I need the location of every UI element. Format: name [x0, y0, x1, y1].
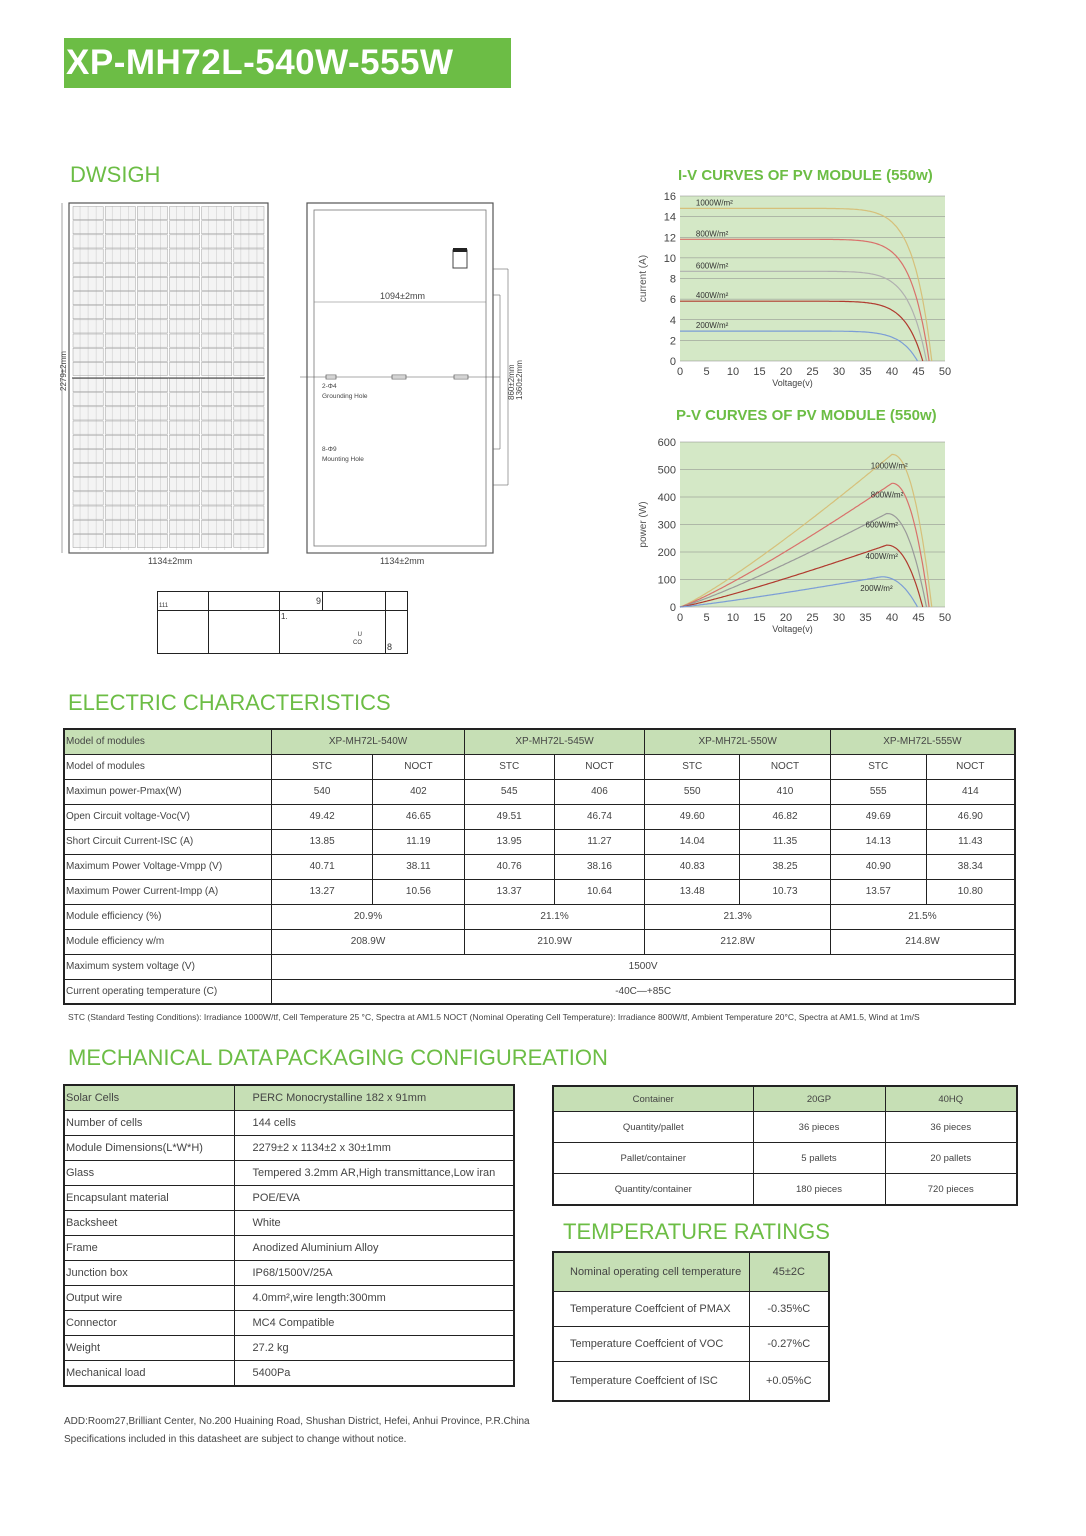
y-tick-label: 2 — [669, 335, 676, 348]
pv-chart-title: P-V CURVES OF PV MODULE (550w) — [676, 407, 937, 424]
table-row: Maximum Power Voltage-Vmpp (V) 40.71 38.11 40.76 38.16 40.83 38.25 40.90 38.34 — [64, 854, 1015, 879]
x-tick-label: 20 — [779, 366, 793, 378]
series-label: 600W/m² — [695, 261, 729, 271]
x-tick-label: 0 — [676, 612, 684, 624]
electric-subheader-row: Model of modules STC NOCT STC NOCT STC NOCT STC NOCT — [64, 754, 1015, 779]
x-tick-label: 0 — [676, 366, 684, 378]
y-tick-label: 6 — [669, 294, 676, 307]
y-tick-label: 0 — [669, 602, 676, 614]
y-tick-label: 10 — [663, 252, 676, 265]
x-axis-label: Voltage(v) — [772, 624, 813, 634]
table-row: Module efficiency (%) 20.9% 21.1% 21.3% 21.5% — [64, 904, 1015, 929]
table-row: Mechanical load 5400Pa — [64, 1361, 514, 1387]
page-title: XP-MH72L-540W-555W — [64, 38, 511, 88]
footer — [64, 1413, 530, 1449]
series-label: 200W/m² — [695, 321, 729, 331]
table-row: Current operating temperature (C) -40C—+85C — [64, 979, 1015, 1004]
table-row: Maximun power-Pmax(W) 540 402 545 406 550 410 555 414 — [64, 779, 1015, 804]
table-row: Temperature Coeffcient of PMAX -0.35%C — [553, 1292, 829, 1327]
y-tick-label: 200 — [657, 547, 676, 559]
y-tick-label: 300 — [657, 519, 676, 532]
table-row: Short Circuit Current-ISC (A) 13.85 11.19 13.95 11.27 14.04 11.35 14.13 11.43 — [64, 829, 1015, 854]
table-row: Maximum system voltage (V) 1500V — [64, 954, 1015, 979]
mounting-size: 8-Φ9 — [322, 446, 337, 453]
series-label: 200W/m² — [860, 583, 893, 593]
x-tick-label: 5 — [703, 366, 710, 378]
packaging-heading: PACKAGING CONFIGUREATION — [275, 1045, 608, 1070]
x-tick-label: 10 — [726, 366, 740, 378]
table-row: Encapsulant material POE/EVA — [64, 1186, 514, 1211]
series-label: 1000W/m² — [695, 198, 733, 208]
table-row: Module Dimensions(L*W*H) 2279±2 x 1134±2 x 30±1mm — [64, 1136, 514, 1161]
electric-heading: ELECTRIC CHARACTERISTICS — [68, 690, 391, 715]
y-tick-label: 4 — [669, 314, 676, 327]
dim-1360: 1360±2mm — [515, 360, 524, 400]
electric-header-row: Model of modules XP-MH72L-540W XP-MH72L-545W XP-MH72L-550W XP-MH72L-555W — [64, 729, 1015, 754]
table-row: Quantity/pallet 36 pieces 36 pieces — [553, 1112, 1017, 1143]
y-tick-label: 500 — [657, 464, 676, 477]
footer-address: ADD:Room27,Brilliant Center, No.200 Huaining Road, Shushan District, Hefei, Anhui Province, P.R.China — [64, 1416, 530, 1427]
back-inner-width-dim: 1094±2mm — [380, 291, 425, 301]
table-row: Solar Cells PERC Monocrystalline 182 x 91mm — [64, 1085, 514, 1111]
x-tick-label: 35 — [859, 612, 872, 624]
x-tick-label: 40 — [885, 366, 899, 378]
front-view — [69, 203, 268, 553]
x-tick-label: 20 — [779, 612, 793, 624]
x-tick-label: 40 — [885, 612, 899, 624]
x-tick-label: 25 — [806, 612, 819, 624]
x-tick-label: 15 — [753, 366, 766, 378]
iv-chart-title: I-V CURVES OF PV MODULE (550w) — [678, 167, 933, 184]
table-row: Output wire 4.0mm²,wire length:300mm — [64, 1286, 514, 1311]
mechanical-table — [63, 1084, 515, 1387]
temperature-heading: TEMPERATURE RATINGS — [563, 1219, 830, 1244]
x-axis-label: Voltage(v) — [772, 378, 813, 388]
grounding-size: 2-Φ4 — [322, 383, 337, 390]
dim-860: 860±2mm — [507, 364, 516, 400]
y-axis-label: power (W) — [638, 501, 649, 548]
stc-noct-note: STC (Standard Testing Conditions): Irradiance 1000W/tf, Cell Temperature 25 °C, Spectra at AM1.5 NOCT (Nominal Operating Cell Temperature): Irradiance 800W/tf, Ambient Temperature 20°C, Spectra at AM1.5, Wind at 1m/S — [68, 1012, 920, 1022]
table-row: Container 20GP 40HQ — [553, 1086, 1017, 1112]
table-row: Backsheet White — [64, 1211, 514, 1236]
mounting-label: Mounting Hole — [322, 456, 364, 463]
y-tick-label: 600 — [657, 437, 676, 449]
series-label: 600W/m² — [865, 520, 898, 530]
series-label: 400W/m² — [695, 291, 729, 301]
table-row: Frame Anodized Aluminium Alloy — [64, 1236, 514, 1261]
table-row: Junction box IP68/1500V/25A — [64, 1261, 514, 1286]
temperature-table — [552, 1251, 830, 1402]
table-row: Module efficiency w/m 208.9W 210.9W 212.8W 214.8W — [64, 929, 1015, 954]
drawing-small-table: 111 9 1. U CO 8 — [157, 591, 408, 654]
x-tick-label: 10 — [726, 612, 740, 624]
front-height-dim: 2279±2mm — [59, 351, 68, 391]
x-tick-label: 15 — [753, 612, 766, 624]
y-tick-label: 16 — [663, 191, 676, 203]
table-row: Glass Tempered 3.2mm AR,High transmittance,Low iran — [64, 1161, 514, 1186]
footer-disclaimer: Specifications included in this datasheet are subject to change without notice. — [64, 1434, 407, 1445]
back-width-dim: 1134±2mm — [380, 556, 425, 566]
series-label: 800W/m² — [870, 490, 904, 500]
x-tick-label: 30 — [832, 612, 846, 624]
table-row: Number of cells 144 cells — [64, 1111, 514, 1136]
x-tick-label: 25 — [806, 366, 819, 378]
y-tick-label: 14 — [663, 211, 676, 224]
x-tick-label: 50 — [938, 366, 952, 378]
mechanical-heading: MECHANICAL DATA — [68, 1045, 273, 1070]
series-label: 400W/m² — [865, 552, 898, 562]
table-row: Quantity/container 180 pieces 720 pieces — [553, 1174, 1017, 1206]
x-tick-label: 50 — [938, 612, 952, 624]
table-row: Nominal operating cell temperature 45±2C — [553, 1252, 829, 1292]
front-width-dim: 1134±2mm — [148, 556, 193, 566]
x-tick-label: 5 — [703, 612, 710, 624]
table-row: Connector MC4 Compatible — [64, 1311, 514, 1336]
x-tick-label: 35 — [859, 366, 872, 378]
table-row: Open Circuit voltage-Voc(V) 49.42 46.65 49.51 46.74 49.60 46.82 49.69 46.90 — [64, 804, 1015, 829]
table-row: Pallet/container 5 pallets 20 pallets — [553, 1143, 1017, 1174]
y-tick-label: 0 — [669, 356, 676, 368]
x-tick-label: 45 — [912, 366, 925, 378]
pv-chart — [630, 432, 960, 642]
y-axis-label: current (A) — [638, 254, 649, 303]
iv-chart — [630, 186, 960, 396]
y-tick-label: 100 — [657, 574, 676, 587]
back-view — [300, 203, 508, 553]
packaging-table — [552, 1085, 1018, 1206]
module-drawing — [52, 195, 522, 575]
table-row: Temperature Coeffcient of VOC -0.27%C — [553, 1327, 829, 1362]
grounding-label: Grounding Hole — [322, 393, 368, 400]
y-tick-label: 12 — [663, 232, 676, 245]
series-label: 800W/m² — [695, 229, 729, 239]
table-row: Maximum Power Current-Impp (A) 13.27 10.56 13.37 10.64 13.48 10.73 13.57 10.80 — [64, 879, 1015, 904]
y-tick-label: 400 — [657, 492, 676, 504]
table-row: Weight 27.2 kg — [64, 1336, 514, 1361]
x-tick-label: 45 — [912, 612, 925, 624]
x-tick-label: 30 — [832, 366, 846, 378]
electric-table — [63, 728, 1016, 1005]
series-label: 1000W/m² — [870, 461, 908, 471]
table-row: Temperature Coeffcient of ISC +0.05%C — [553, 1362, 829, 1402]
design-heading: DWSIGH — [70, 162, 161, 187]
y-tick-label: 8 — [669, 273, 676, 286]
